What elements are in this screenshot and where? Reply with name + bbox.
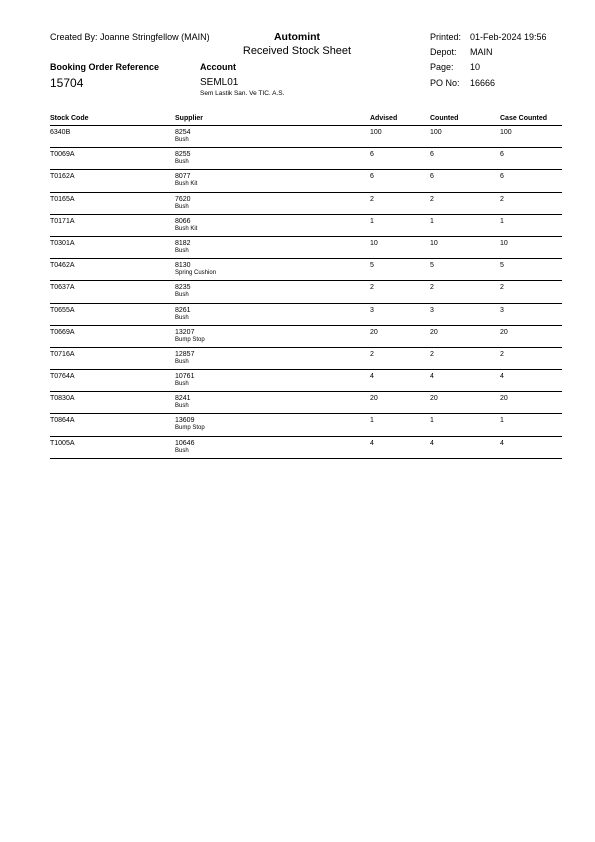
stock-code: T0637A [50,284,75,292]
supplier-code: 8130 [175,262,191,270]
supplier-cell [175,395,191,409]
table-row [50,348,562,370]
depot-label: Depot: [430,47,457,57]
advised-qty: 10 [370,239,378,247]
item-description: Spring Cushion [175,270,217,277]
supplier-code: 10761 [175,373,195,381]
supplier-code: 8077 [175,173,191,181]
col-supplier: Supplier [175,115,204,122]
counted-qty: 2 [430,284,434,292]
case-counted-qty: 3 [500,306,504,314]
table-row [50,237,562,259]
supplier-cell [175,329,205,343]
counted-qty: 5 [430,262,434,270]
supplier-code: 13609 [175,417,195,425]
supplier-code: 8235 [175,284,191,292]
supplier-cell [175,129,191,143]
supplier-code: 10646 [175,439,195,447]
po-value: 16666 [470,78,496,88]
supplier-cell [175,173,197,187]
table-row [50,170,562,192]
table-row [50,148,562,170]
supplier-code: 12857 [175,350,195,358]
depot-value: MAIN [470,47,493,57]
account-code: SEML01 [200,77,239,88]
case-counted-qty: 1 [500,217,504,225]
page-label: Page: [430,62,454,72]
advised-qty: 6 [370,151,374,159]
table-row [50,414,562,436]
booking-ref-value: 15704 [50,76,84,90]
supplier-cell [175,307,191,321]
advised-qty: 2 [370,350,374,358]
table-row [50,437,562,459]
counted-qty: 4 [430,373,434,381]
table-row [50,392,562,414]
table-row [50,370,562,392]
booking-ref-label: Booking Order Reference [50,62,160,72]
case-counted-qty: 2 [500,284,504,292]
case-counted-qty: 10 [500,239,508,247]
case-counted-qty: 100 [500,129,512,136]
item-description: Bump Stop [175,336,205,343]
stock-code: T0669A [50,328,75,336]
counted-qty: 1 [430,217,434,225]
item-description: Bush [175,381,189,388]
supplier-cell [175,417,205,431]
supplier-code: 8261 [175,306,191,314]
item-description: Bush [175,247,189,254]
counted-qty: 20 [430,328,438,336]
item-description: Bush [175,292,189,299]
case-counted-qty: 4 [500,439,504,447]
stock-code: T0165A [50,195,75,203]
counted-qty: 20 [430,395,438,403]
printed-value: 01-Feb-2024 19:56 [470,32,547,42]
stock-code: T0162A [50,173,75,181]
supplier-code: 8066 [175,217,191,225]
item-description: Bush Kit [175,181,198,188]
stock-code: T0830A [50,395,75,403]
item-description: Bush [175,159,189,166]
counted-qty: 6 [430,151,434,159]
counted-qty: 3 [430,306,434,314]
case-counted-qty: 6 [500,151,504,159]
supplier-cell [175,440,194,454]
company-name: Automint [273,31,321,43]
advised-qty: 4 [370,373,374,381]
item-description: Bush [175,403,189,410]
stock-code: T0655A [50,306,75,314]
table-row [50,259,562,281]
counted-qty: 2 [430,195,434,203]
counted-qty: 1 [430,417,434,425]
supplier-code: 13207 [175,328,195,336]
item-description: Bush [175,203,189,210]
stock-code: T0171A [50,217,75,225]
printed-label: Printed: [430,32,462,42]
supplier-code: 8254 [175,129,191,136]
item-description: Bump Stop [175,425,205,432]
page-value: 10 [470,62,481,72]
case-counted-qty: 2 [500,350,504,358]
case-counted-qty: 2 [500,195,504,203]
advised-qty: 6 [370,173,374,181]
table-row [50,193,562,215]
sheet-title: Received Stock Sheet [242,45,352,57]
case-counted-qty: 6 [500,173,504,181]
supplier-cell [175,240,191,254]
table-header [50,114,562,126]
advised-qty: 20 [370,395,378,403]
stock-code: T0764A [50,373,75,381]
table-row [50,304,562,326]
col-counted: Counted [430,115,459,122]
item-description: Bush [175,447,189,454]
supplier-code: 8182 [175,239,191,247]
supplier-code: 8255 [175,151,191,159]
table-row [50,326,562,348]
stock-code: 6340B [50,129,71,136]
created-by: Created By: Joanne Stringfellow (MAIN) [50,32,210,42]
account-label: Account [200,62,236,72]
advised-qty: 100 [370,129,382,136]
col-case-counted: Case Counted [500,115,548,122]
item-description: Bush Kit [175,225,198,232]
stock-code: T0069A [50,151,75,159]
advised-qty: 20 [370,328,378,336]
advised-qty: 3 [370,306,374,314]
advised-qty: 4 [370,439,374,447]
case-counted-qty: 20 [500,328,508,336]
supplier-code: 8241 [175,395,191,403]
counted-qty: 100 [430,129,442,136]
counted-qty: 6 [430,173,434,181]
advised-qty: 1 [370,417,374,425]
supplier-cell [175,262,216,276]
account-name: Sem Lastik San. Ve TIC. A.S. [200,90,285,97]
item-description: Bush [175,137,189,143]
stock-code: T1005A [50,439,75,447]
case-counted-qty: 5 [500,262,504,270]
table-row [50,126,562,148]
table-row [50,215,562,237]
counted-qty: 2 [430,350,434,358]
col-advised: Advised [370,115,398,122]
advised-qty: 2 [370,284,374,292]
col-stock-code: Stock Code [50,115,89,122]
supplier-cell [175,196,191,210]
item-description: Bush [175,314,189,321]
item-description: Bush [175,358,189,365]
stock-code: T0864A [50,417,75,425]
po-label: PO No: [430,78,460,88]
supplier-code: 7620 [175,195,191,203]
stock-code: T0462A [50,262,75,270]
stock-table [50,114,562,459]
stock-code: T0301A [50,239,75,247]
table-row [50,281,562,303]
counted-qty: 4 [430,439,434,447]
case-counted-qty: 20 [500,395,508,403]
supplier-cell [175,218,197,232]
advised-qty: 1 [370,217,374,225]
supplier-cell [175,284,191,298]
case-counted-qty: 1 [500,417,504,425]
case-counted-qty: 4 [500,373,504,381]
supplier-cell [175,351,194,365]
advised-qty: 2 [370,195,374,203]
stock-code: T0716A [50,350,75,358]
supplier-cell [175,151,191,165]
counted-qty: 10 [430,239,438,247]
advised-qty: 5 [370,262,374,270]
supplier-cell [175,373,194,387]
